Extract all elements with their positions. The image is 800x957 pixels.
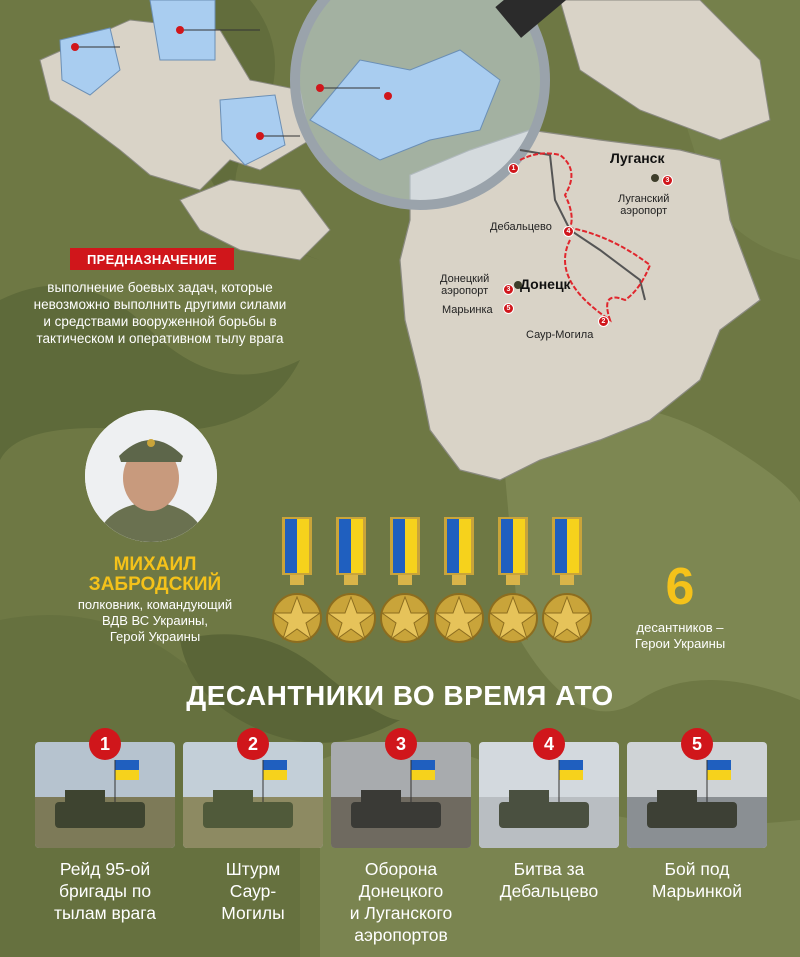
hero-medal <box>268 515 326 645</box>
role-line: полковник, командующий <box>77 597 233 612</box>
caption-line: Оборона <box>364 859 438 879</box>
map-label-saur-mogila: Саур-Могила <box>526 329 594 341</box>
caption-line: Битва за <box>513 859 585 879</box>
map-label-donetsk: Донецк <box>520 276 571 292</box>
purpose-text: выполнение боевых задач, которые невозможно выполнить другими силами и средствами вооруженной борьбы в тактическом и оперативном тылу врага <box>33 280 287 346</box>
operation-number: 5 <box>681 728 713 760</box>
heroes-caption <box>605 620 755 652</box>
map-marker-4: 4 <box>563 226 574 237</box>
map-marker-1: 1 <box>508 163 519 174</box>
caption-line: бригады по <box>58 881 152 901</box>
caption-line: десантников – <box>636 620 724 635</box>
caption-line: Бой под <box>664 859 730 879</box>
hero-medal <box>376 515 434 645</box>
hero-medal <box>538 515 596 645</box>
operation-caption <box>331 858 471 946</box>
caption-line: Донецкого <box>358 881 444 901</box>
operation-caption <box>35 858 175 924</box>
map-label-debaltsevo: Дебальцево <box>490 221 552 233</box>
caption-line: и Луганского <box>349 903 453 923</box>
hero-medal <box>484 515 542 645</box>
caption-line: Дебальцево <box>499 881 599 901</box>
map-label-donetsk-airport <box>440 273 489 297</box>
medals-row <box>268 515 598 645</box>
operation-caption <box>627 858 767 902</box>
caption-line: Марьинкой <box>651 881 743 901</box>
map-region-north-east <box>560 0 770 140</box>
operation-number: 3 <box>385 728 417 760</box>
label-line: аэропорт <box>441 285 489 297</box>
caption-line: Штурм <box>225 859 281 879</box>
map-label-lugansk-airport <box>618 193 669 217</box>
caption-line: аэропортов <box>354 925 448 945</box>
operation-caption <box>183 858 323 924</box>
caption-line: Герои Украины <box>634 636 726 651</box>
caption-line: Могилы <box>221 903 285 923</box>
map-label-lugansk: Луганск <box>610 150 665 166</box>
label-line: Донецкий <box>440 273 490 285</box>
commander-name <box>60 555 250 595</box>
caption-line: Рейд 95-ой <box>59 859 151 879</box>
operation-card <box>479 733 619 902</box>
purpose-label: ПРЕДНАЗНАЧЕНИЕ <box>70 248 234 270</box>
caption-line: тылам врага <box>54 903 156 923</box>
map-marker-3-donetsk: 3 <box>503 284 514 295</box>
label-line: аэропорт <box>620 205 668 217</box>
role-line: ВДВ ВС Украины, <box>102 613 208 628</box>
operation-card <box>35 733 175 924</box>
map-marker-2: 2 <box>598 316 609 327</box>
map-label-marinka: Марьинка <box>442 304 493 316</box>
role-line: Герой Украины <box>109 629 201 644</box>
section-title: ДЕСАНТНИКИ ВО ВРЕМЯ АТО <box>186 680 614 711</box>
commander-portrait <box>85 410 217 542</box>
hero-medal <box>322 515 380 645</box>
caption-line: Саур- <box>229 881 277 901</box>
operation-card <box>331 733 471 946</box>
hero-medal <box>430 515 488 645</box>
commander-role <box>40 597 270 645</box>
label-line: Луганский <box>618 193 670 205</box>
map-marker-5: 5 <box>503 303 514 314</box>
commander-last-name: ЗАБРОДСКИЙ <box>88 574 222 595</box>
map-marker-3-lugansk: 3 <box>662 175 673 186</box>
commander-first-name: МИХАИЛ <box>113 554 197 575</box>
operation-card <box>627 733 767 902</box>
operation-number: 2 <box>237 728 269 760</box>
operation-caption <box>479 858 619 902</box>
operation-number: 4 <box>533 728 565 760</box>
operation-number: 1 <box>89 728 121 760</box>
heroes-count: 6 <box>665 558 695 616</box>
operation-card <box>183 733 323 924</box>
